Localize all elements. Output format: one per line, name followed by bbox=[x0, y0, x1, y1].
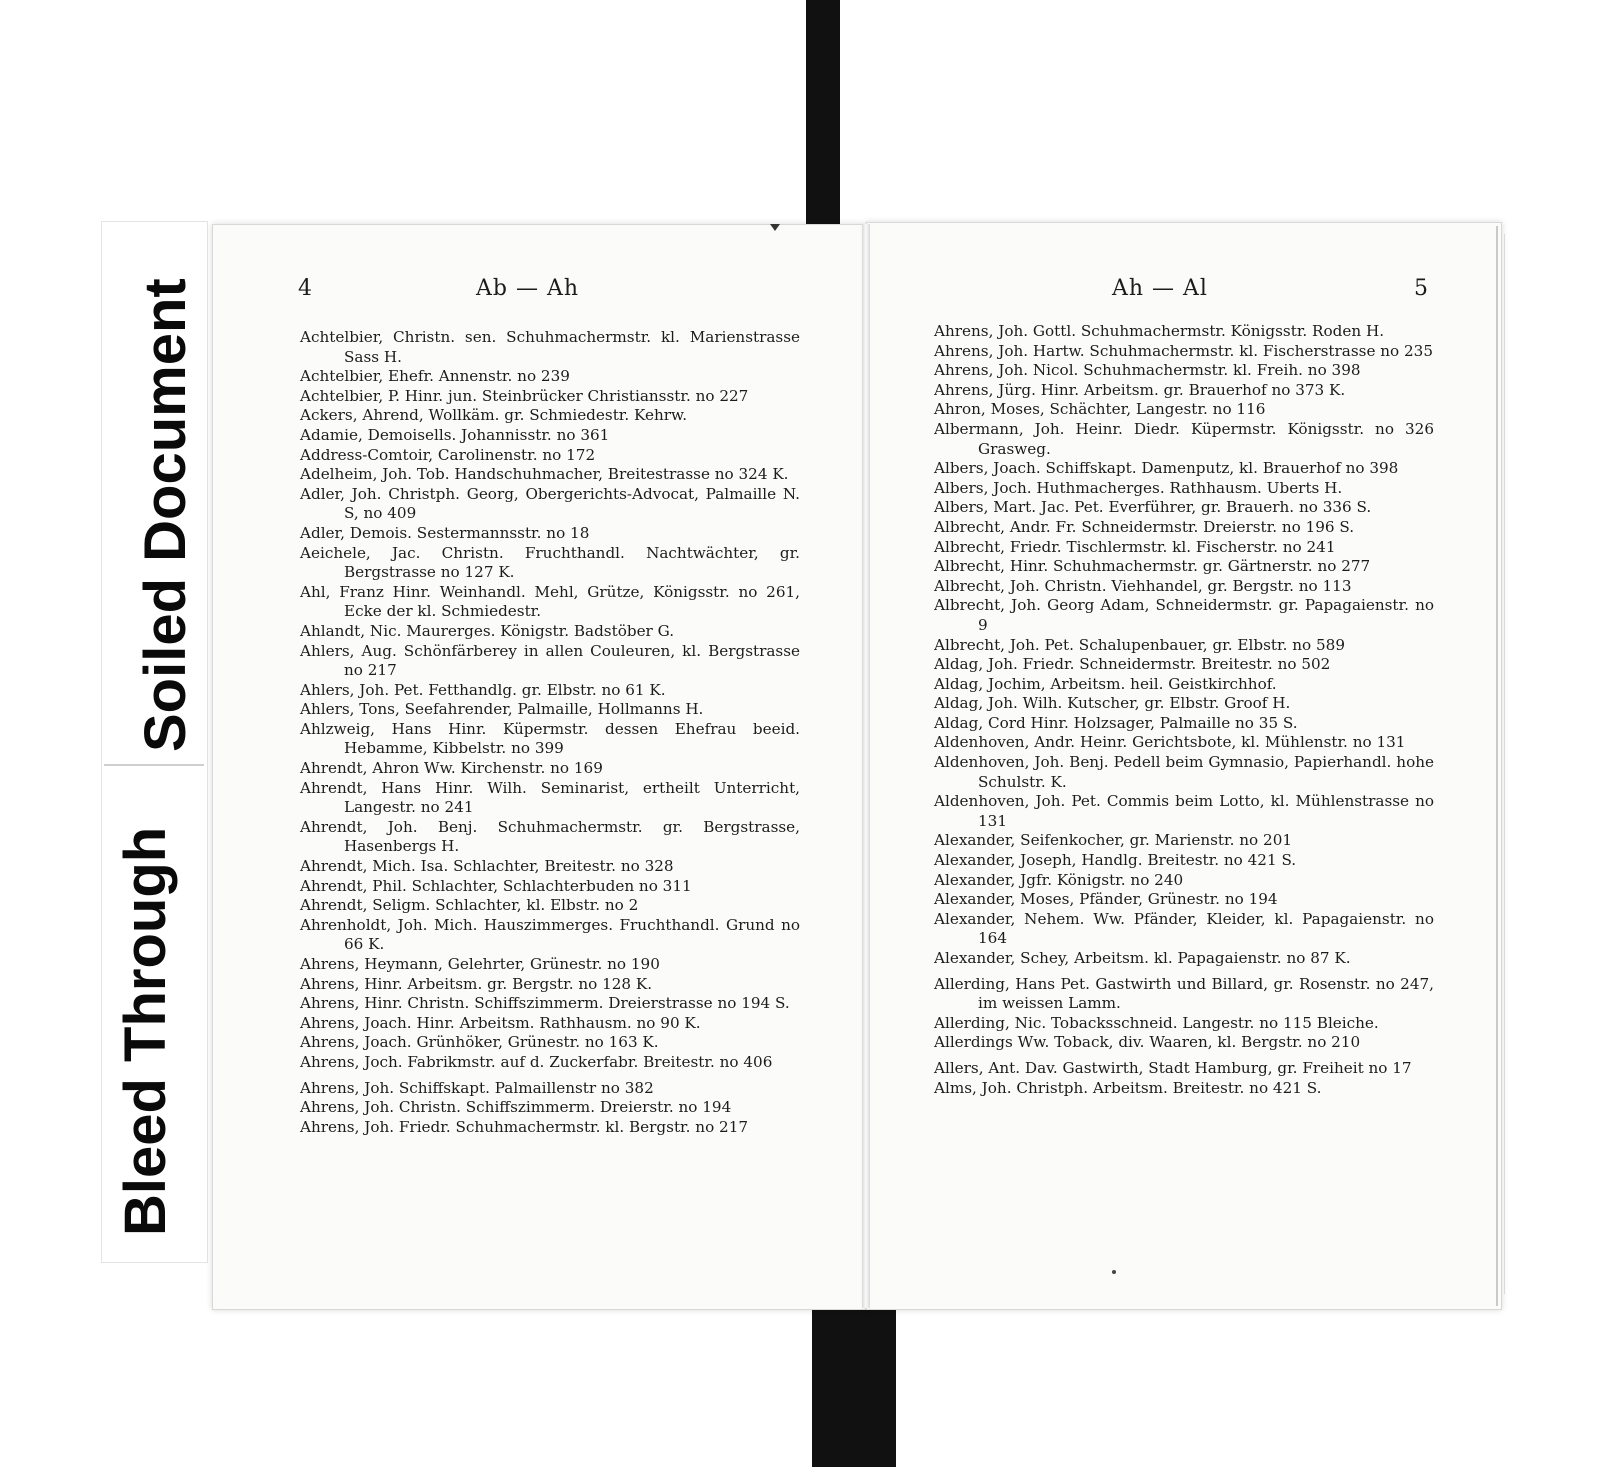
directory-entry: Ahrens, Joch. Fabrikmstr. auf d. Zuckerfabr. Breitestr. no 406 bbox=[300, 1052, 773, 1071]
directory-entry: Alexander, Seifenkocher, gr. Marienstr. no 201 bbox=[934, 831, 1293, 850]
directory-entry: Ahlers, Aug. Schönfärberey in allen Couleuren, kl. Bergstrasse no 217 bbox=[300, 641, 800, 680]
page-edge bbox=[1504, 234, 1505, 1294]
directory-entry: Ahlers, Tons, Seefahrender, Palmaille, Hollmanns H. bbox=[300, 700, 704, 719]
label-divider bbox=[104, 764, 204, 766]
label-soiled-document: Soiled Document bbox=[133, 278, 198, 752]
page-gutter bbox=[862, 224, 870, 1308]
directory-entry: Ahrendt, Hans Hinr. Wilh. Seminarist, ertheilt Unterricht, Langestr. no 241 bbox=[300, 778, 800, 817]
directory-entry: Ahlandt, Nic. Maurerges. Königstr. Badstöber G. bbox=[300, 621, 675, 640]
directory-entry: Albrecht, Joh. Christn. Viehhandel, gr. Bergstr. no 113 bbox=[934, 576, 1352, 595]
directory-entry: Aldag, Cord Hinr. Holzsager, Palmaille no 35 S. bbox=[934, 713, 1298, 732]
directory-entry: Alexander, Moses, Pfänder, Grünestr. no 194 bbox=[934, 890, 1278, 909]
directory-entry: Albers, Joch. Huthmacherges. Rathhausm. Uberts H. bbox=[934, 478, 1343, 497]
directory-entry: Allerding, Hans Pet. Gastwirth und Billard, gr. Rosenstr. no 247, im weissen Lamm. bbox=[934, 974, 1434, 1013]
directory-entry: Adelheim, Joh. Tob. Handschuhmacher, Breitestrasse no 324 K. bbox=[300, 465, 789, 484]
directory-entry: Ahrens, Joh. Nicol. Schuhmachermstr. kl. Freih. no 398 bbox=[934, 361, 1361, 380]
right-page-number: 5 bbox=[1414, 276, 1428, 301]
directory-entry: Ahrendt, Mich. Isa. Schlachter, Breitestr. no 328 bbox=[300, 857, 674, 876]
directory-entry: Alexander, Nehem. Ww. Pfänder, Kleider, kl. Papagaienstr. no 164 bbox=[934, 909, 1434, 948]
directory-entry: Aldag, Joh. Wilh. Kutscher, gr. Elbstr. Groof H. bbox=[934, 694, 1291, 713]
directory-entry: Address-Comtoir, Carolinenstr. no 172 bbox=[300, 445, 596, 464]
directory-entry: Achtelbier, Christn. sen. Schuhmachermstr. kl. Marienstrasse Sass H. bbox=[300, 328, 800, 366]
directory-entry: Ahrens, Hinr. Arbeitsm. gr. Bergstr. no 128 K. bbox=[300, 974, 653, 993]
directory-entry: Albrecht, Joh. Georg Adam, Schneidermstr. gr. Papagaienstr. no 9 bbox=[934, 596, 1434, 634]
binding-spine-bottom bbox=[812, 1306, 896, 1467]
directory-entry: Achtelbier, Ehefr. Annenstr. no 239 bbox=[300, 367, 570, 386]
directory-entry: Aldenhoven, Joh. Benj. Pedell beim Gymnasio, Papierhandl. hohe Schulstr. K. bbox=[934, 753, 1434, 791]
directory-entry: Ahrens, Joach. Grünhöker, Grünestr. no 163 K. bbox=[300, 1033, 659, 1052]
directory-entry: Allers, Ant. Dav. Gastwirth, Stadt Hamburg, gr. Freiheit no 17 bbox=[934, 1058, 1412, 1077]
right-entry-list bbox=[934, 322, 1434, 1098]
directory-entry: Ahrens, Joh. Schiffskapt. Palmaillenstr no 382 bbox=[300, 1078, 654, 1097]
label-bleed-through: Bleed Through bbox=[113, 826, 178, 1236]
directory-entry: Aeichele, Jac. Christn. Fruchthandl. Nachtwächter, gr. Bergstrasse no 127 K. bbox=[300, 543, 800, 582]
binding-spine-top bbox=[806, 0, 840, 224]
directory-entry: Ahrens, Joh. Friedr. Schuhmachermstr. kl. Bergstr. no 217 bbox=[300, 1117, 749, 1136]
directory-entry: Aldenhoven, Andr. Heinr. Gerichtsbote, kl. Mühlenstr. no 131 bbox=[934, 733, 1406, 752]
right-page-heading: Ah — Al bbox=[1112, 276, 1208, 301]
page-edge bbox=[1496, 226, 1498, 1306]
directory-entry: Aldenhoven, Joh. Pet. Commis beim Lotto, kl. Mühlenstrasse no 131 bbox=[934, 792, 1434, 830]
directory-entry: Adamie, Demoisells. Johannisstr. no 361 bbox=[300, 425, 610, 444]
directory-entry: Aldag, Joh. Friedr. Schneidermstr. Breitestr. no 502 bbox=[934, 655, 1331, 674]
directory-entry: Aldag, Jochim, Arbeitsm. heil. Geistkirchhof. bbox=[934, 674, 1277, 693]
directory-entry: Ahron, Moses, Schächter, Langestr. no 116 bbox=[934, 400, 1266, 419]
directory-entry: Ahl, Franz Hinr. Weinhandl. Mehl, Grütze, Königsstr. no 261, Ecke der kl. Schmiedestr. bbox=[300, 582, 800, 621]
directory-entry: Albrecht, Hinr. Schuhmachermstr. gr. Gärtnerstr. no 277 bbox=[934, 557, 1371, 576]
directory-entry: Ahrendt, Ahron Ww. Kirchenstr. no 169 bbox=[300, 759, 603, 778]
directory-entry: Albrecht, Friedr. Tischlermstr. kl. Fischerstr. no 241 bbox=[934, 537, 1336, 556]
left-entry-list bbox=[300, 328, 800, 1137]
directory-entry: Ahrens, Joh. Hartw. Schuhmachermstr. kl. Fischerstrasse no 235 bbox=[934, 341, 1433, 360]
directory-entry: Ahlzweig, Hans Hinr. Küpermstr. dessen Ehefrau beeid. Hebamme, Kibbelstr. no 399 bbox=[300, 719, 800, 758]
directory-entry: Ahrendt, Joh. Benj. Schuhmachermstr. gr. Bergstrasse, Hasenbergs H. bbox=[300, 817, 800, 856]
directory-entry: Adler, Joh. Christph. Georg, Obergerichts-Advocat, Palmaille N. S, no 409 bbox=[300, 484, 800, 523]
directory-entry: Achtelbier, P. Hinr. jun. Steinbrücker Christiansstr. no 227 bbox=[300, 386, 749, 405]
left-page-heading: Ab — Ah bbox=[476, 276, 580, 301]
directory-entry: Albrecht, Andr. Fr. Schneidermstr. Dreierstr. no 196 S. bbox=[934, 517, 1355, 536]
directory-entry: Albermann, Joh. Heinr. Diedr. Küpermstr. Königsstr. no 326 Grasweg. bbox=[934, 419, 1434, 458]
directory-entry: Albrecht, Joh. Pet. Schalupenbauer, gr. Elbstr. no 589 bbox=[934, 635, 1345, 654]
directory-entry: Ahlers, Joh. Pet. Fetthandlg. gr. Elbstr. no 61 K. bbox=[300, 680, 666, 699]
directory-entry: Ackers, Ahrend, Wollkäm. gr. Schmiedestr. Kehrw. bbox=[300, 406, 688, 425]
directory-entry: Allerdings Ww. Toback, div. Waaren, kl. Bergstr. no 210 bbox=[934, 1033, 1361, 1052]
left-page-number: 4 bbox=[298, 276, 312, 301]
directory-entry: Ahrenholdt, Joh. Mich. Hauszimmerges. Fruchthandl. Grund no 66 K. bbox=[300, 915, 800, 954]
directory-entry: Ahrens, Joach. Hinr. Arbeitsm. Rathhausm. no 90 K. bbox=[300, 1013, 701, 1032]
directory-entry: Albers, Joach. Schiffskapt. Damenputz, kl. Brauerhof no 398 bbox=[934, 459, 1399, 478]
directory-entry: Ahrens, Joh. Christn. Schiffszimmerm. Dreierstr. no 194 bbox=[300, 1098, 732, 1117]
directory-entry: Adler, Demois. Sestermannsstr. no 18 bbox=[300, 523, 590, 542]
directory-entry: Alexander, Schey, Arbeitsm. kl. Papagaienstr. no 87 K. bbox=[934, 949, 1351, 967]
directory-entry: Ahrendt, Seligm. Schlachter, kl. Elbstr. no 2 bbox=[300, 896, 639, 915]
binding-notch bbox=[770, 224, 780, 231]
directory-entry: Albers, Mart. Jac. Pet. Everführer, gr. Brauerh. no 336 S. bbox=[934, 498, 1372, 517]
directory-entry: Allerding, Nic. Tobacksschneid. Langestr. no 115 Bleiche. bbox=[934, 1013, 1379, 1032]
directory-entry: Alexander, Joseph, Handlg. Breitestr. no 421 S. bbox=[934, 851, 1297, 870]
directory-entry: Ahrens, Heymann, Gelehrter, Grünestr. no 190 bbox=[300, 955, 660, 973]
directory-entry: Ahrendt, Phil. Schlachter, Schlachterbuden no 311 bbox=[300, 876, 692, 895]
directory-entry: Alms, Joh. Christph. Arbeitsm. Breitestr. no 421 S. bbox=[934, 1078, 1322, 1097]
ink-speck bbox=[1112, 1270, 1116, 1274]
directory-entry: Ahrens, Hinr. Christn. Schiffszimmerm. Dreierstrasse no 194 S. bbox=[300, 994, 790, 1013]
directory-entry: Alexander, Jgfr. Königstr. no 240 bbox=[934, 870, 1184, 889]
directory-entry: Ahrens, Joh. Gottl. Schuhmachermstr. Königsstr. Roden H. bbox=[934, 322, 1385, 340]
directory-entry: Ahrens, Jürg. Hinr. Arbeitsm. gr. Brauerhof no 373 K. bbox=[934, 380, 1346, 399]
